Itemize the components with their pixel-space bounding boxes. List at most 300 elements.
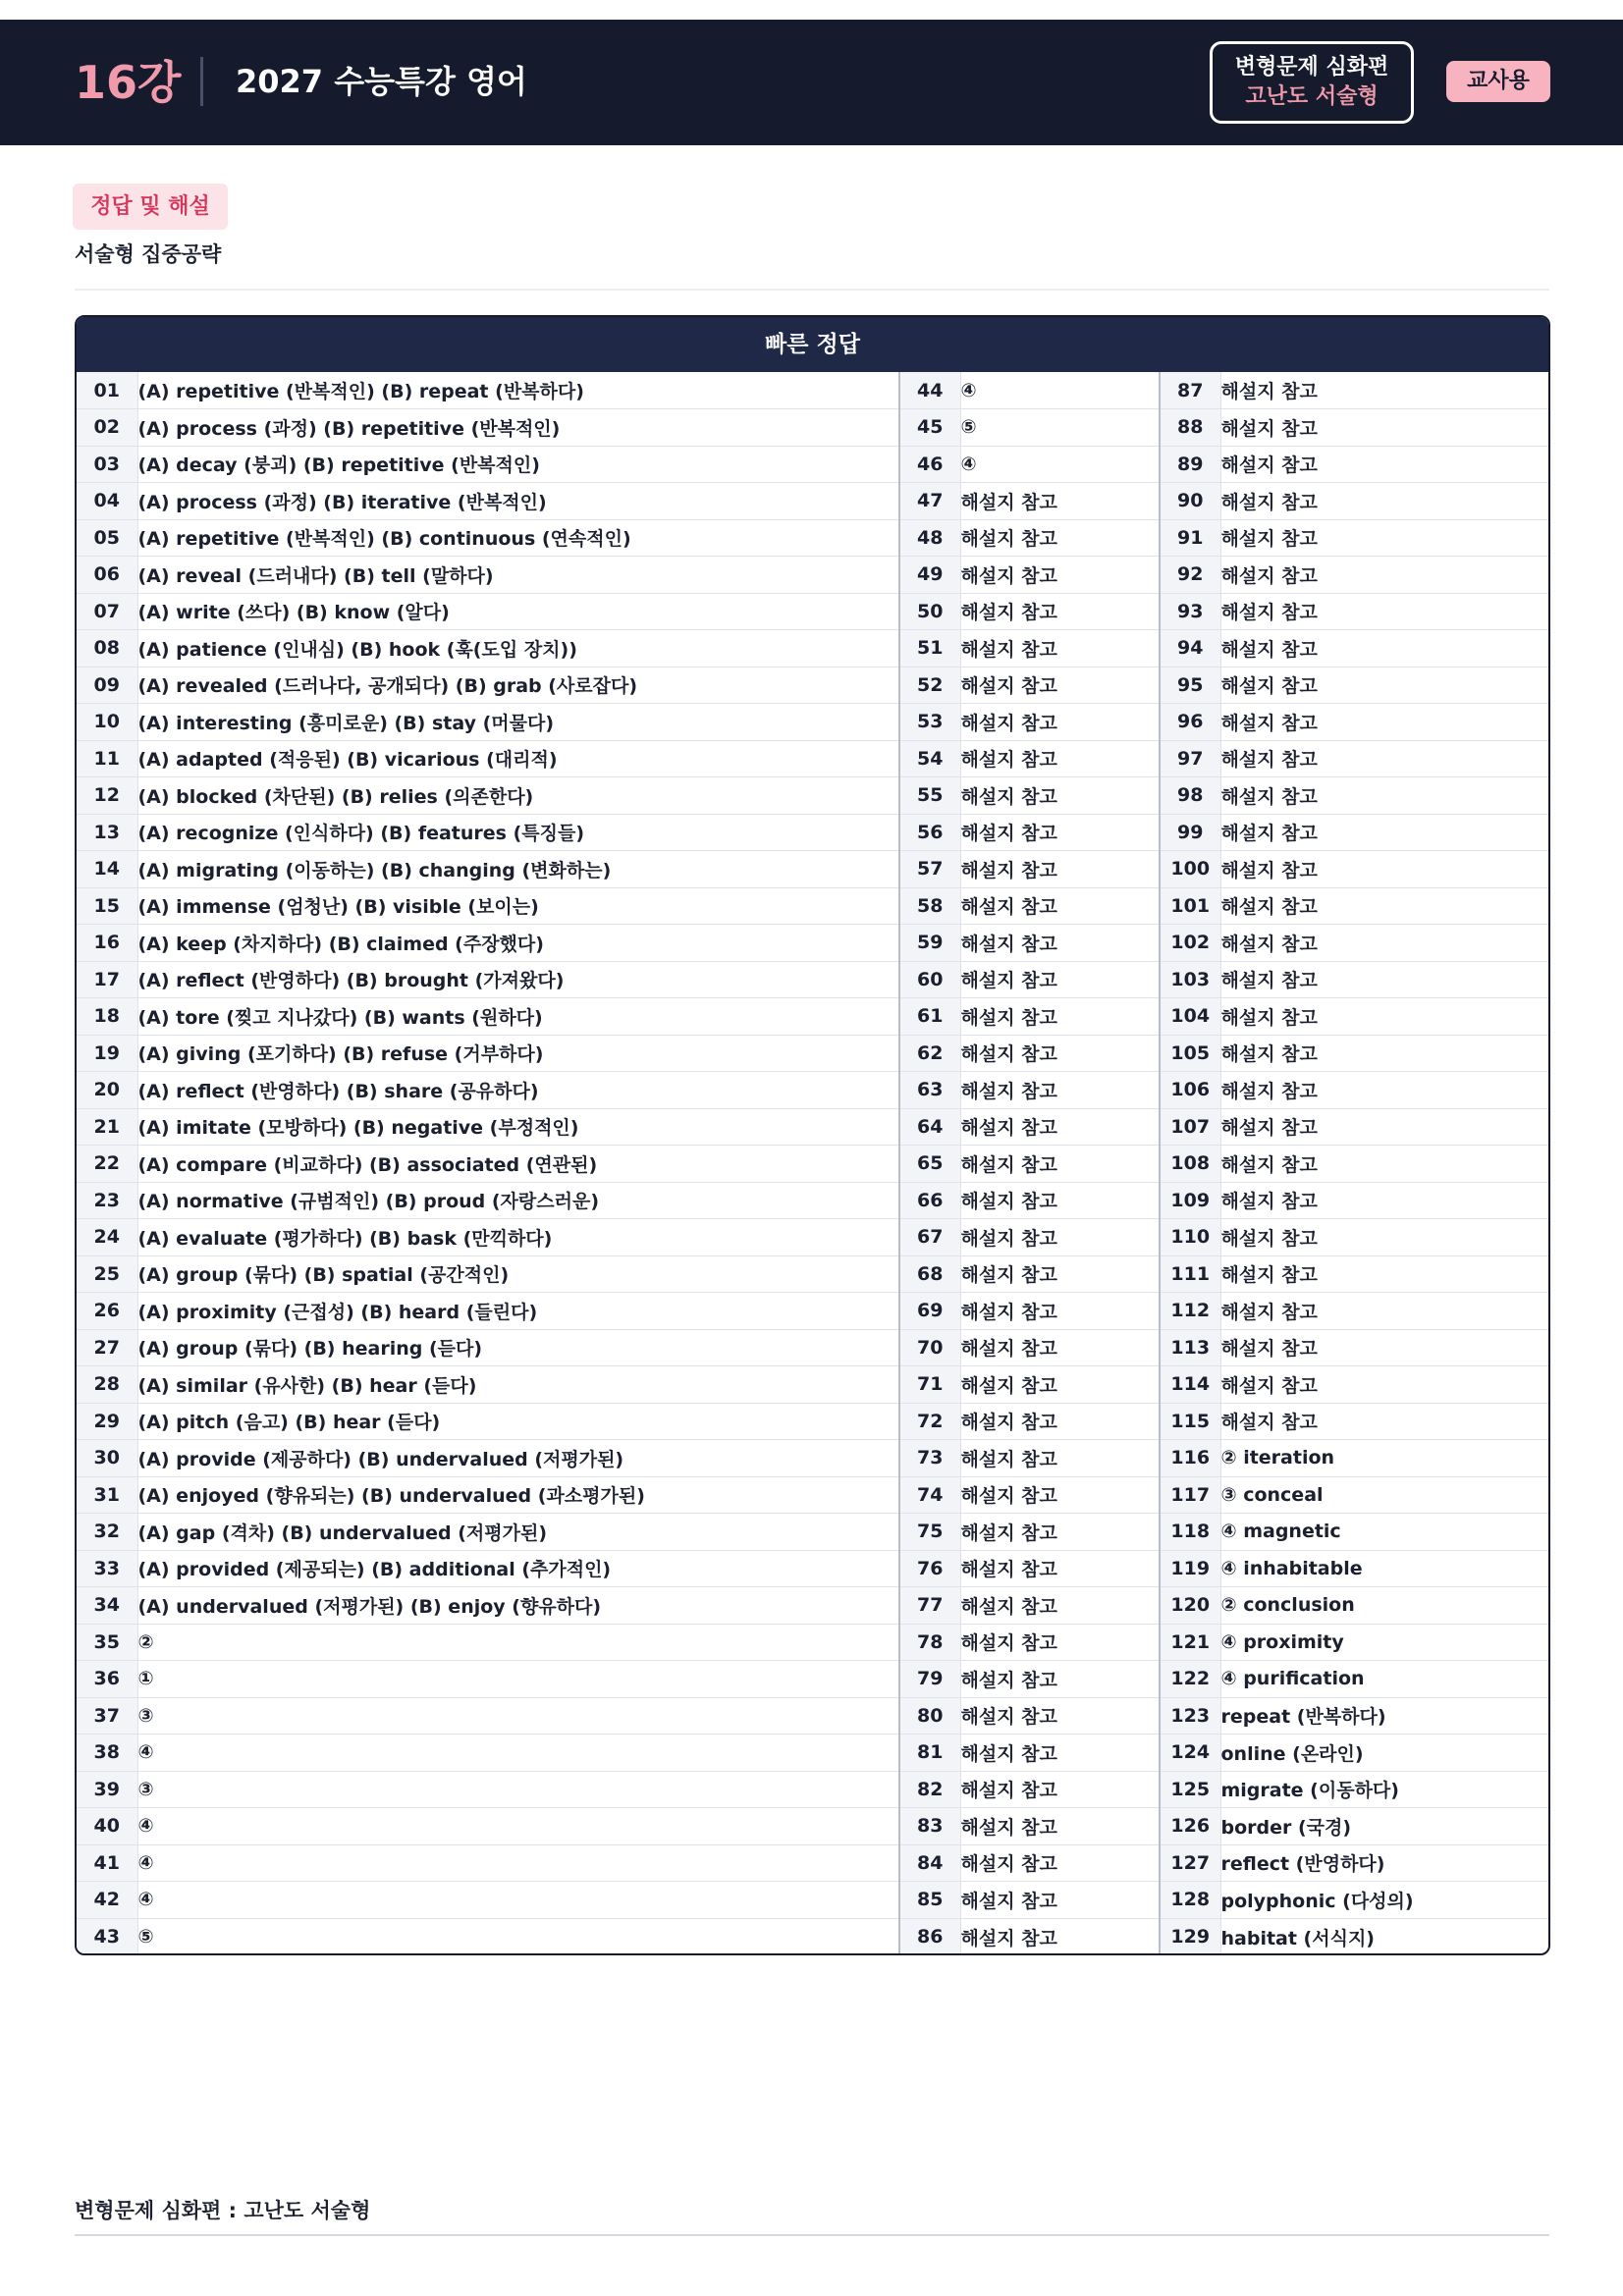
section-subtitle: 서술형 집중공략 <box>75 242 222 266</box>
question-number: 18 <box>77 998 137 1036</box>
answer-cell: 해설지 참고 <box>1220 998 1548 1036</box>
answer-cell: (A) undervalued (저평가된) (B) enjoy (향유하다) <box>137 1587 899 1625</box>
question-number: 73 <box>899 1440 960 1477</box>
answer-cell: (A) imitate (모방하다) (B) negative (부정적인) <box>137 1108 899 1146</box>
answer-cell: 해설지 참고 <box>960 1182 1160 1219</box>
question-number: 62 <box>899 1035 960 1072</box>
answer-cell: 해설지 참고 <box>1220 483 1548 520</box>
answer-cell: (A) recognize (인식하다) (B) features (특징들) <box>137 814 899 851</box>
answer-cell: ④ <box>137 1882 899 1919</box>
answer-cell: 해설지 참고 <box>960 667 1160 704</box>
table-row <box>77 1771 1548 1808</box>
answer-cell: 해설지 참고 <box>960 925 1160 962</box>
table-row <box>77 483 1548 520</box>
question-number: 25 <box>77 1255 137 1293</box>
answer-cell: 해설지 참고 <box>1220 704 1548 741</box>
question-number: 94 <box>1160 630 1220 667</box>
table-row <box>77 1514 1548 1551</box>
question-number: 102 <box>1160 925 1220 962</box>
question-number: 49 <box>899 557 960 594</box>
question-number: 45 <box>899 409 960 447</box>
question-number: 29 <box>77 1403 137 1440</box>
answer-cell: (A) proximity (근접성) (B) heard (들린다) <box>137 1293 899 1330</box>
quick-answers-table <box>75 315 1550 1955</box>
answer-cell: 해설지 참고 <box>1220 740 1548 777</box>
question-number: 13 <box>77 814 137 851</box>
answer-cell: (A) write (쓰다) (B) know (알다) <box>137 593 899 630</box>
answer-cell: ④ <box>960 372 1160 409</box>
question-number: 124 <box>1160 1735 1220 1772</box>
question-number: 76 <box>899 1550 960 1587</box>
question-number: 03 <box>77 446 137 483</box>
question-number: 100 <box>1160 851 1220 888</box>
answer-cell: (A) revealed (드러나다, 공개되다) (B) grab (사로잡다) <box>137 667 899 704</box>
question-number: 06 <box>77 557 137 594</box>
table-row <box>77 814 1548 851</box>
question-number: 122 <box>1160 1661 1220 1698</box>
question-number: 84 <box>899 1844 960 1882</box>
question-number: 15 <box>77 887 137 925</box>
table-row <box>77 1735 1548 1772</box>
answer-cell: ⑤ <box>137 1918 899 1955</box>
answer-cell: 해설지 참고 <box>960 1329 1160 1366</box>
question-number: 39 <box>77 1771 137 1808</box>
answer-cell: ③ <box>137 1697 899 1735</box>
table-row <box>77 1293 1548 1330</box>
question-number: 118 <box>1160 1514 1220 1551</box>
answer-cell: (A) repetitive (반복적인) (B) continuous (연속적인) <box>137 519 899 557</box>
question-number: 02 <box>77 409 137 447</box>
question-number: 24 <box>77 1219 137 1256</box>
answer-cell: 해설지 참고 <box>1220 777 1548 815</box>
answer-cell: (A) normative (규범적인) (B) proud (자랑스러운) <box>137 1182 899 1219</box>
answer-cell: 해설지 참고 <box>960 1918 1160 1955</box>
table-row <box>77 740 1548 777</box>
table-row <box>77 667 1548 704</box>
edition-sublabel: 고난도 서술형 <box>1245 84 1379 109</box>
edition-box <box>1210 41 1414 124</box>
answer-cell: 해설지 참고 <box>960 1514 1160 1551</box>
question-number: 58 <box>899 887 960 925</box>
question-number: 71 <box>899 1366 960 1404</box>
answer-cell: 해설지 참고 <box>1220 1146 1548 1183</box>
edition-label: 변형문제 심화편 <box>1234 55 1389 80</box>
question-number: 128 <box>1160 1882 1220 1919</box>
answer-cell: ④ <box>137 1844 899 1882</box>
answer-cell: 해설지 참고 <box>1220 557 1548 594</box>
answer-cell: 해설지 참고 <box>960 483 1160 520</box>
question-number: 42 <box>77 1882 137 1919</box>
question-number: 20 <box>77 1072 137 1109</box>
answer-cell: (A) pitch (음고) (B) hear (듣다) <box>137 1403 899 1440</box>
header-divider <box>200 57 203 106</box>
table-row <box>77 1808 1548 1845</box>
table-row <box>77 1624 1548 1661</box>
answer-cell: 해설지 참고 <box>960 1035 1160 1072</box>
answer-cell: 해설지 참고 <box>960 1882 1160 1919</box>
question-number: 21 <box>77 1108 137 1146</box>
answer-cell: ② iteration <box>1220 1440 1548 1477</box>
answer-cell: ③ conceal <box>1220 1476 1548 1514</box>
answer-cell: ② <box>137 1624 899 1661</box>
answer-cell: 해설지 참고 <box>1220 409 1548 447</box>
question-number: 05 <box>77 519 137 557</box>
question-number: 64 <box>899 1108 960 1146</box>
answer-cell: (A) tore (찢고 지나갔다) (B) wants (원하다) <box>137 998 899 1036</box>
question-number: 16 <box>77 925 137 962</box>
answer-cell: (A) reflect (반영하다) (B) share (공유하다) <box>137 1072 899 1109</box>
question-number: 36 <box>77 1661 137 1698</box>
answer-cell: 해설지 참고 <box>960 704 1160 741</box>
question-number: 32 <box>77 1514 137 1551</box>
table-row <box>77 1072 1548 1109</box>
answer-cell: 해설지 참고 <box>960 630 1160 667</box>
answer-cell: ① <box>137 1661 899 1698</box>
question-number: 74 <box>899 1476 960 1514</box>
table-row <box>77 1108 1548 1146</box>
page-header <box>0 20 1623 145</box>
question-number: 55 <box>899 777 960 815</box>
question-number: 111 <box>1160 1255 1220 1293</box>
answer-cell: (A) immense (엄청난) (B) visible (보이는) <box>137 887 899 925</box>
answer-cell: 해설지 참고 <box>1220 1072 1548 1109</box>
question-number: 34 <box>77 1587 137 1625</box>
answer-cell: (A) group (묶다) (B) spatial (공간적인) <box>137 1255 899 1293</box>
answer-cell: ② conclusion <box>1220 1587 1548 1625</box>
answer-cell: (A) group (묶다) (B) hearing (듣다) <box>137 1329 899 1366</box>
answer-cell: (A) repetitive (반복적인) (B) repeat (반복하다) <box>137 372 899 409</box>
question-number: 61 <box>899 998 960 1036</box>
question-number: 50 <box>899 593 960 630</box>
answer-cell: 해설지 참고 <box>1220 814 1548 851</box>
table-row <box>77 1035 1548 1072</box>
question-number: 79 <box>899 1661 960 1698</box>
table-row <box>77 1366 1548 1404</box>
question-number: 35 <box>77 1624 137 1661</box>
question-number: 19 <box>77 1035 137 1072</box>
question-number: 115 <box>1160 1403 1220 1440</box>
question-number: 52 <box>899 667 960 704</box>
answer-cell: ④ magnetic <box>1220 1514 1548 1551</box>
answer-cell: (A) similar (유사한) (B) hear (듣다) <box>137 1366 899 1404</box>
table-row <box>77 998 1548 1036</box>
table-row <box>77 961 1548 998</box>
question-number: 41 <box>77 1844 137 1882</box>
answer-cell: (A) reveal (드러내다) (B) tell (말하다) <box>137 557 899 594</box>
answer-cell: (A) evaluate (평가하다) (B) bask (만끽하다) <box>137 1219 899 1256</box>
answer-cell: (A) patience (인내심) (B) hook (훅(도입 장치)) <box>137 630 899 667</box>
answer-cell: 해설지 참고 <box>960 998 1160 1036</box>
question-number: 78 <box>899 1624 960 1661</box>
answer-cell: 해설지 참고 <box>960 1697 1160 1735</box>
question-number: 56 <box>899 814 960 851</box>
question-number: 67 <box>899 1219 960 1256</box>
question-number: 77 <box>899 1587 960 1625</box>
answer-cell: 해설지 참고 <box>960 1550 1160 1587</box>
question-number: 116 <box>1160 1440 1220 1477</box>
question-number: 75 <box>899 1514 960 1551</box>
question-number: 80 <box>899 1697 960 1735</box>
question-number: 103 <box>1160 961 1220 998</box>
section-divider <box>75 289 1549 291</box>
footer-title: 변형문제 심화편 : 고난도 서술형 <box>75 2199 371 2222</box>
table-row <box>77 409 1548 447</box>
question-number: 09 <box>77 667 137 704</box>
answer-cell: (A) process (과정) (B) iterative (반복적인) <box>137 483 899 520</box>
question-number: 65 <box>899 1146 960 1183</box>
answer-cell: polyphonic (다성의) <box>1220 1882 1548 1919</box>
question-number: 83 <box>899 1808 960 1845</box>
answer-cell: 해설지 참고 <box>960 961 1160 998</box>
answer-cell: (A) process (과정) (B) repetitive (반복적인) <box>137 409 899 447</box>
question-number: 107 <box>1160 1108 1220 1146</box>
question-number: 117 <box>1160 1476 1220 1514</box>
question-number: 120 <box>1160 1587 1220 1625</box>
question-number: 114 <box>1160 1366 1220 1404</box>
footer-divider <box>75 2234 1549 2236</box>
section-tag: 정답 및 해설 <box>73 184 228 230</box>
question-number: 126 <box>1160 1808 1220 1845</box>
answer-cell: 해설지 참고 <box>960 1440 1160 1477</box>
answer-cell: (A) interesting (흥미로운) (B) stay (머물다) <box>137 704 899 741</box>
table-row <box>77 1882 1548 1919</box>
question-number: 11 <box>77 740 137 777</box>
question-number: 125 <box>1160 1771 1220 1808</box>
question-number: 82 <box>899 1771 960 1808</box>
answer-cell: ⑤ <box>960 409 1160 447</box>
answer-cell: 해설지 참고 <box>960 1072 1160 1109</box>
answer-cell: 해설지 참고 <box>1220 519 1548 557</box>
answer-cell: 해설지 참고 <box>1220 1182 1548 1219</box>
question-number: 109 <box>1160 1182 1220 1219</box>
table-row <box>77 1146 1548 1183</box>
question-number: 66 <box>899 1182 960 1219</box>
question-number: 37 <box>77 1697 137 1735</box>
answer-cell: 해설지 참고 <box>1220 381 1318 402</box>
lesson-number: 16강 <box>75 56 182 109</box>
answer-cell: 해설지 참고 <box>960 777 1160 815</box>
answer-cell: 해설지 참고 <box>1220 667 1548 704</box>
question-number: 33 <box>77 1550 137 1587</box>
table-row <box>77 446 1548 483</box>
table-row <box>77 704 1548 741</box>
answer-cell: 해설지 참고 <box>960 1255 1160 1293</box>
answer-cell: 해설지 참고 <box>960 1403 1160 1440</box>
answer-cell: 해설지 참고 <box>1220 593 1548 630</box>
table-row <box>77 1182 1548 1219</box>
question-number: 04 <box>77 483 137 520</box>
table-row <box>77 1255 1548 1293</box>
answer-cell: (A) compare (비교하다) (B) associated (연관된) <box>137 1146 899 1183</box>
table-row <box>77 1587 1548 1625</box>
question-number: 14 <box>77 851 137 888</box>
answer-cell: (A) gap (격차) (B) undervalued (저평가된) <box>137 1514 899 1551</box>
table-row <box>77 1550 1548 1587</box>
answer-cell: (A) decay (붕괴) (B) repetitive (반복적인) <box>137 446 899 483</box>
question-number: 88 <box>1160 409 1220 447</box>
answer-cell: 해설지 참고 <box>960 887 1160 925</box>
question-number: 85 <box>899 1882 960 1919</box>
table-row <box>77 1403 1548 1440</box>
question-number: 60 <box>899 961 960 998</box>
question-number: 31 <box>77 1476 137 1514</box>
table-row <box>77 1440 1548 1477</box>
answer-cell: 해설지 참고 <box>1220 1035 1548 1072</box>
question-number: 96 <box>1160 704 1220 741</box>
question-number: 01 <box>77 372 137 409</box>
question-number: 108 <box>1160 1146 1220 1183</box>
question-number: 98 <box>1160 777 1220 815</box>
answer-cell: (A) provide (제공하다) (B) undervalued (저평가된) <box>137 1440 899 1477</box>
answer-cell: 해설지 참고 <box>1220 1403 1548 1440</box>
table-row <box>77 372 1548 409</box>
answer-cell: 해설지 참고 <box>1220 446 1548 483</box>
answer-cell: 해설지 참고 <box>960 1587 1160 1625</box>
answer-cell: 해설지 참고 <box>1220 1366 1548 1404</box>
answer-cell: 해설지 참고 <box>960 593 1160 630</box>
question-number: 26 <box>77 1293 137 1330</box>
table-row <box>77 630 1548 667</box>
answer-cell: (A) migrating (이동하는) (B) changing (변화하는) <box>137 851 899 888</box>
question-number: 69 <box>899 1293 960 1330</box>
answers-title: 빠른 정답 <box>77 317 1548 372</box>
answer-cell: (A) enjoyed (향유되는) (B) undervalued (과소평가된) <box>137 1476 899 1514</box>
question-number: 07 <box>77 593 137 630</box>
answer-cell: habitat (서식지) <box>1220 1918 1548 1955</box>
table-row <box>77 519 1548 557</box>
question-number: 51 <box>899 630 960 667</box>
answers-grid <box>77 372 1548 1955</box>
question-number: 46 <box>899 446 960 483</box>
answer-cell: 해설지 참고 <box>960 1366 1160 1404</box>
answer-cell: 해설지 참고 <box>1220 1329 1548 1366</box>
question-number: 91 <box>1160 519 1220 557</box>
question-number: 53 <box>899 704 960 741</box>
answer-cell: online (온라인) <box>1220 1735 1548 1772</box>
answer-cell: 해설지 참고 <box>960 1661 1160 1698</box>
answer-cell: 해설지 참고 <box>1220 1255 1548 1293</box>
question-number: 10 <box>77 704 137 741</box>
question-number: 87 <box>1160 372 1220 409</box>
answer-cell: 해설지 참고 <box>1220 1219 1548 1256</box>
question-number: 17 <box>77 961 137 998</box>
answer-cell: 해설지 참고 <box>1220 851 1548 888</box>
table-row <box>77 1844 1548 1882</box>
question-number: 97 <box>1160 740 1220 777</box>
answer-cell: (A) giving (포기하다) (B) refuse (거부하다) <box>137 1035 899 1072</box>
question-number: 28 <box>77 1366 137 1404</box>
answer-cell: repeat (반복하다) <box>1220 1697 1548 1735</box>
teacher-badge: 교사용 <box>1446 61 1550 102</box>
question-number: 48 <box>899 519 960 557</box>
answer-cell: (A) provided (제공되는) (B) additional (추가적인) <box>137 1550 899 1587</box>
answer-cell: 해설지 참고 <box>960 1293 1160 1330</box>
question-number: 40 <box>77 1808 137 1845</box>
question-number: 63 <box>899 1072 960 1109</box>
question-number: 27 <box>77 1329 137 1366</box>
answer-cell: 해설지 참고 <box>1220 1108 1548 1146</box>
table-row <box>77 593 1548 630</box>
answer-cell: ④ inhabitable <box>1220 1550 1548 1587</box>
answer-cell: 해설지 참고 <box>960 1771 1160 1808</box>
question-number: 72 <box>899 1403 960 1440</box>
question-number: 105 <box>1160 1035 1220 1072</box>
answer-cell: (A) keep (차지하다) (B) claimed (주장했다) <box>137 925 899 962</box>
table-row <box>77 887 1548 925</box>
question-number: 99 <box>1160 814 1220 851</box>
answer-cell: 해설지 참고 <box>1220 887 1548 925</box>
answer-cell: 해설지 참고 <box>960 557 1160 594</box>
question-number: 86 <box>899 1918 960 1955</box>
answer-cell: (A) reflect (반영하다) (B) brought (가져왔다) <box>137 961 899 998</box>
answer-cell: 해설지 참고 <box>960 519 1160 557</box>
question-number: 30 <box>77 1440 137 1477</box>
question-number: 93 <box>1160 593 1220 630</box>
table-row <box>77 1661 1548 1698</box>
answer-cell: ④ <box>137 1808 899 1845</box>
question-number: 127 <box>1160 1844 1220 1882</box>
table-row <box>77 1476 1548 1514</box>
book-title: 2027 수능특강 영어 <box>236 63 527 100</box>
question-number: 129 <box>1160 1918 1220 1955</box>
question-number: 08 <box>77 630 137 667</box>
answer-cell: 해설지 참고 <box>960 814 1160 851</box>
question-number: 121 <box>1160 1624 1220 1661</box>
table-row <box>77 851 1548 888</box>
answer-cell: 해설지 참고 <box>960 1219 1160 1256</box>
answer-cell: 해설지 참고 <box>960 1476 1160 1514</box>
answer-cell: ④ proximity <box>1220 1624 1548 1661</box>
answer-cell: 해설지 참고 <box>1220 1293 1548 1330</box>
answer-cell: border (국경) <box>1220 1808 1548 1845</box>
question-number: 119 <box>1160 1550 1220 1587</box>
answer-cell: (A) adapted (적응된) (B) vicarious (대리적) <box>137 740 899 777</box>
answer-cell: migrate (이동하다) <box>1220 1771 1548 1808</box>
question-number: 54 <box>899 740 960 777</box>
table-row <box>77 1918 1548 1955</box>
answer-cell: (A) blocked (차단된) (B) relies (의존한다) <box>137 777 899 815</box>
answer-cell: 해설지 참고 <box>960 740 1160 777</box>
question-number: 89 <box>1160 446 1220 483</box>
question-number: 70 <box>899 1329 960 1366</box>
table-row <box>77 1219 1548 1256</box>
table-row <box>77 777 1548 815</box>
question-number: 110 <box>1160 1219 1220 1256</box>
answer-cell: ④ <box>960 446 1160 483</box>
answer-cell: 해설지 참고 <box>960 1146 1160 1183</box>
question-number: 59 <box>899 925 960 962</box>
table-row <box>77 925 1548 962</box>
answer-cell: ④ purification <box>1220 1661 1548 1698</box>
question-number: 57 <box>899 851 960 888</box>
question-number: 23 <box>77 1182 137 1219</box>
question-number: 113 <box>1160 1329 1220 1366</box>
answer-cell: reflect (반영하다) <box>1220 1844 1548 1882</box>
question-number: 44 <box>899 372 960 409</box>
question-number: 47 <box>899 483 960 520</box>
answer-cell: 해설지 참고 <box>1220 630 1548 667</box>
question-number: 92 <box>1160 557 1220 594</box>
answer-cell: 해설지 참고 <box>960 1808 1160 1845</box>
question-number: 22 <box>77 1146 137 1183</box>
answer-cell: 해설지 참고 <box>1220 925 1548 962</box>
table-row <box>77 1697 1548 1735</box>
answer-cell: 해설지 참고 <box>1220 961 1548 998</box>
question-number: 112 <box>1160 1293 1220 1330</box>
answer-cell: 해설지 참고 <box>960 851 1160 888</box>
question-number: 95 <box>1160 667 1220 704</box>
answer-cell: ③ <box>137 1771 899 1808</box>
